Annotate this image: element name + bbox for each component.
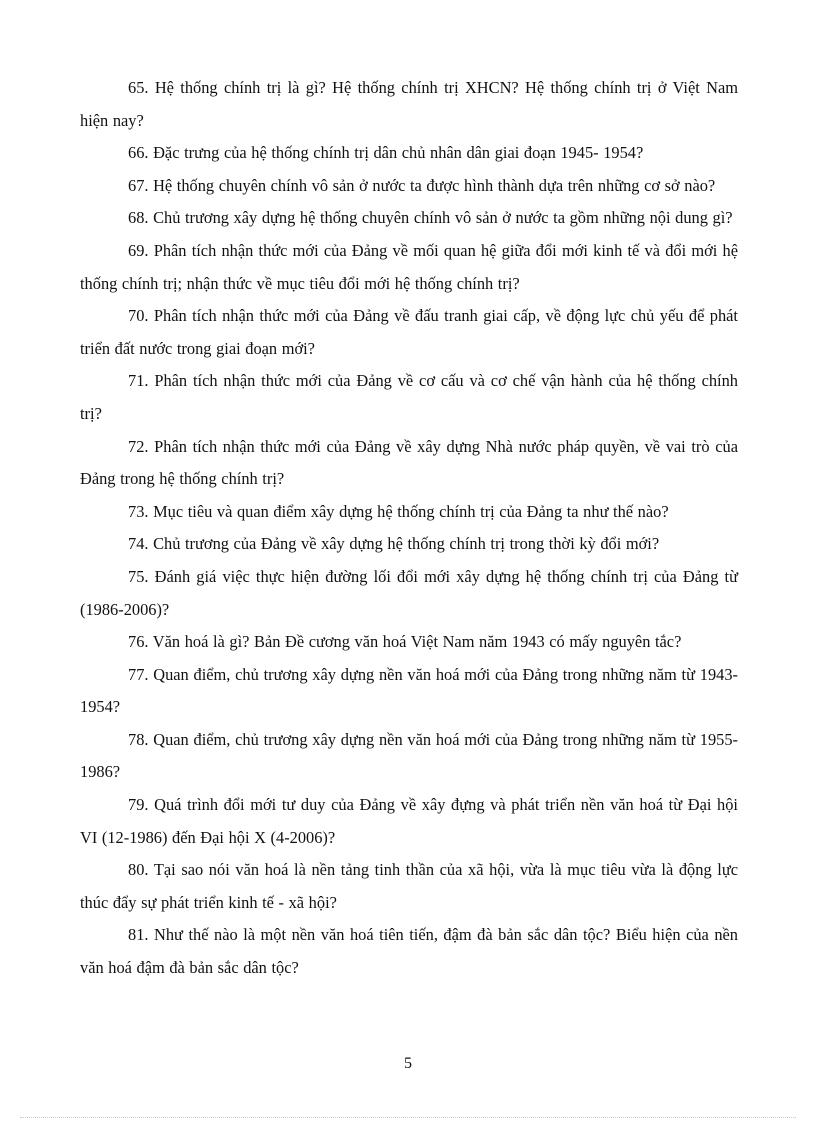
question-75: 75. Đánh giá việc thực hiện đường lối đổi mới xây dựng hệ thống chính trị của Đảng từ (1986-2006)? — [80, 566, 738, 619]
question-70: 70. Phân tích nhận thức mới của Đảng về đấu tranh giai cấp, về động lực chủ yếu để phát triển đất nước trong giai đoạn mới? — [80, 306, 738, 358]
question-76: 76. Văn hoá là gì? Bản Đề cương văn hoá Việt Nam năm 1943 có mấy nguyên tắc? — [128, 632, 682, 652]
question-81: 81. Như thế nào là một nền văn hoá tiên tiến, đậm đà bản sắc dân tộc? Biểu hiện của nền văn hoá đậm đà bản sắc dân tộc? — [80, 925, 738, 978]
question-79: 79. Quá trình đổi mới tư duy của Đảng về xây đựng và phát triển nền văn hoá từ Đại hội VI (12-1986) đến Đại hội X (4-2006)? — [80, 795, 738, 847]
question-66: 66. Đặc trưng của hệ thống chính trị dân chủ nhân dân giai đoạn 1945- 1954? — [128, 143, 644, 163]
page-bottom-border — [20, 1117, 796, 1118]
question-69: 69. Phân tích nhận thức mới của Đảng về mối quan hệ giữa đổi mới kinh tế và đổi mới hệ thống chính trị; nhận thức về mục tiêu đổi mới hệ thống chính trị? — [80, 240, 738, 293]
question-68: 68. Chủ trương xây dựng hệ thống chuyên chính vô sản ở nước ta gồm những nội dung gì? — [128, 208, 733, 228]
question-80: 80. Tại sao nói văn hoá là nền tảng tinh thần của xã hội, vừa là mục tiêu vừa là động lực thúc đẩy sự phát triển kinh tế - xã hội? — [80, 860, 738, 912]
question-67: 67. Hệ thống chuyên chính vô sản ở nước ta được hình thành dựa trên những cơ sở nào? — [128, 175, 716, 195]
page-number: 5 — [404, 1055, 412, 1072]
question-73: 73. Mục tiêu và quan điểm xây dựng hệ thống chính trị của Đảng ta như thế nào? — [128, 501, 669, 521]
question-list — [80, 72, 738, 985]
question-78: 78. Quan điểm, chủ trương xây dựng nền văn hoá mới của Đảng trong những năm từ 1955- 1986? — [80, 729, 738, 782]
question-72: 72. Phân tích nhận thức mới của Đảng về xây dựng Nhà nước pháp quyền, về vai trò của Đảng trong hệ thống chính trị? — [80, 436, 738, 489]
question-71: 71. Phân tích nhận thức mới của Đảng về cơ cấu và cơ chế vận hành của hệ thống chính trị? — [80, 371, 738, 423]
question-77: 77. Quan điểm, chủ trương xây dựng nền văn hoá mới của Đảng trong những năm từ 1943- 1954? — [80, 664, 738, 717]
question-74: 74. Chủ trương của Đảng về xây dựng hệ thống chính trị trong thời kỳ đổi mới? — [128, 534, 660, 554]
question-65: 65. Hệ thống chính trị là gì? Hệ thống chính trị XHCN? Hệ thống chính trị ở Việt Nam hiện nay? — [80, 78, 738, 130]
